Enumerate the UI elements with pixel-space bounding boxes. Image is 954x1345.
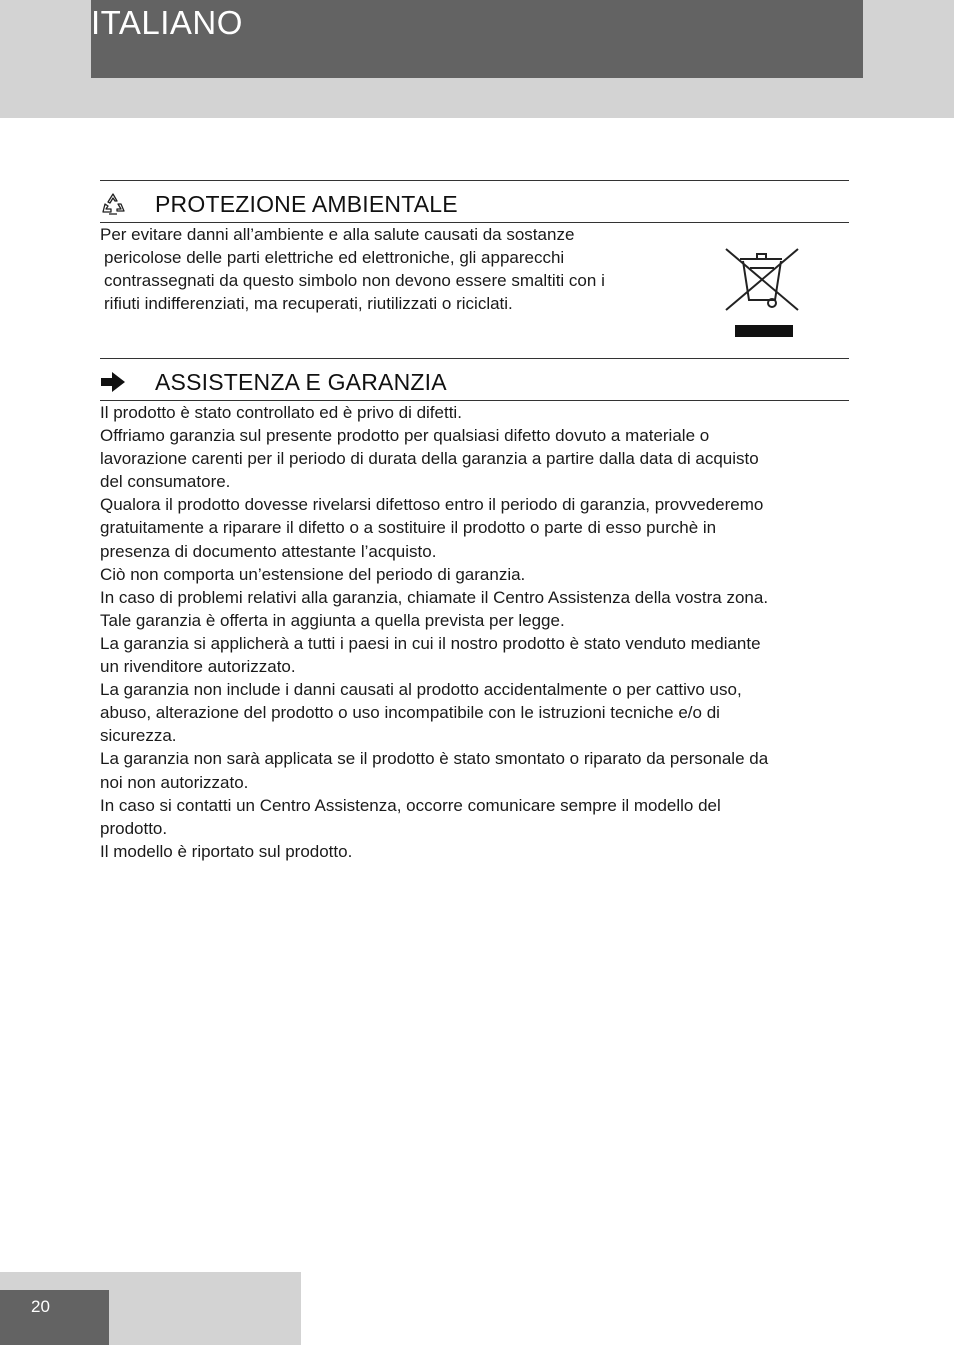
warranty-line: gratuitamente a riparare il difetto o a sostituire il prodotto o parte di esso purchè in — [100, 518, 717, 538]
warranty-line: Il prodotto è stato controllato ed è privo di difetti. — [100, 403, 462, 422]
warranty-line: sicurezza. — [100, 726, 177, 746]
section-top-rule — [100, 180, 849, 181]
warranty-line: La garanzia non include i danni causati al prodotto accidentalmente o per cattivo uso, — [100, 680, 742, 700]
recycle-icon — [100, 192, 126, 223]
warranty-line: Il modello è riportato sul prodotto. — [100, 841, 353, 861]
warranty-line: Qualora il prodotto dovesse rivelarsi difettoso entro il periodo di garanzia, provvederemo — [100, 495, 764, 515]
page-number: 20 — [31, 1297, 50, 1316]
crossed-out-wheelie-bin-icon — [724, 246, 800, 345]
warranty-line: In caso si contatti un Centro Assistenza, occorre comunicare sempre il modello del — [100, 795, 721, 815]
header-title-box — [91, 0, 863, 78]
warranty-line: La garanzia non sarà applicata se il prodotto è stato smontato o riparato da personale da — [100, 749, 769, 769]
environment-line: rifiuti indifferenziati, ma recuperati, riutilizzati o riciclati. — [104, 294, 513, 314]
warranty-line: del consumatore. — [100, 472, 231, 492]
warranty-text — [100, 401, 849, 863]
warranty-line: Tale garanzia è offerta in aggiunta a quella prevista per legge. — [100, 610, 565, 630]
warranty-line: abuso, alterazione del prodotto o uso incompatibile con le istruzioni tecniche e/o di — [100, 703, 720, 723]
page-title: ITALIANO — [91, 4, 243, 41]
environment-line: contrassegnati da questo simbolo non devono essere smaltiti con i — [104, 271, 605, 291]
warranty-line: prodotto. — [100, 818, 168, 838]
section-top-rule — [100, 358, 849, 359]
warranty-line: presenza di documento attestante l’acquisto. — [100, 541, 437, 561]
warranty-line: In caso di problemi relativi alla garanzia, chiamate il Centro Assistenza della vostra zona. — [100, 587, 769, 607]
warranty-line: La garanzia si applicherà a tutti i paesi in cui il nostro prodotto è stato venduto mediante — [100, 633, 761, 653]
environment-heading: PROTEZIONE AMBIENTALE — [155, 191, 458, 217]
environment-line: pericolose delle parti elettriche ed elettroniche, gli apparecchi — [104, 248, 565, 268]
warranty-line: noi non autorizzato. — [100, 772, 249, 792]
environment-text — [100, 223, 670, 315]
warranty-line: Ciò non comporta un’estensione del periodo di garanzia. — [100, 564, 526, 584]
warranty-line: Offriamo garanzia sul presente prodotto per qualsiasi difetto dovuto a materiale o — [100, 426, 710, 446]
warranty-line: un rivenditore autorizzato. — [100, 657, 296, 677]
arrow-right-icon — [100, 371, 126, 398]
page-number-box — [0, 1290, 109, 1345]
warranty-line: lavorazione carenti per il periodo di durata della garanzia a partire dalla data di acquisto — [100, 449, 759, 469]
warranty-heading: ASSISTENZA E GARANZIA — [155, 369, 447, 395]
environment-line: Per evitare danni all’ambiente e alla salute causati da sostanze — [100, 225, 575, 244]
